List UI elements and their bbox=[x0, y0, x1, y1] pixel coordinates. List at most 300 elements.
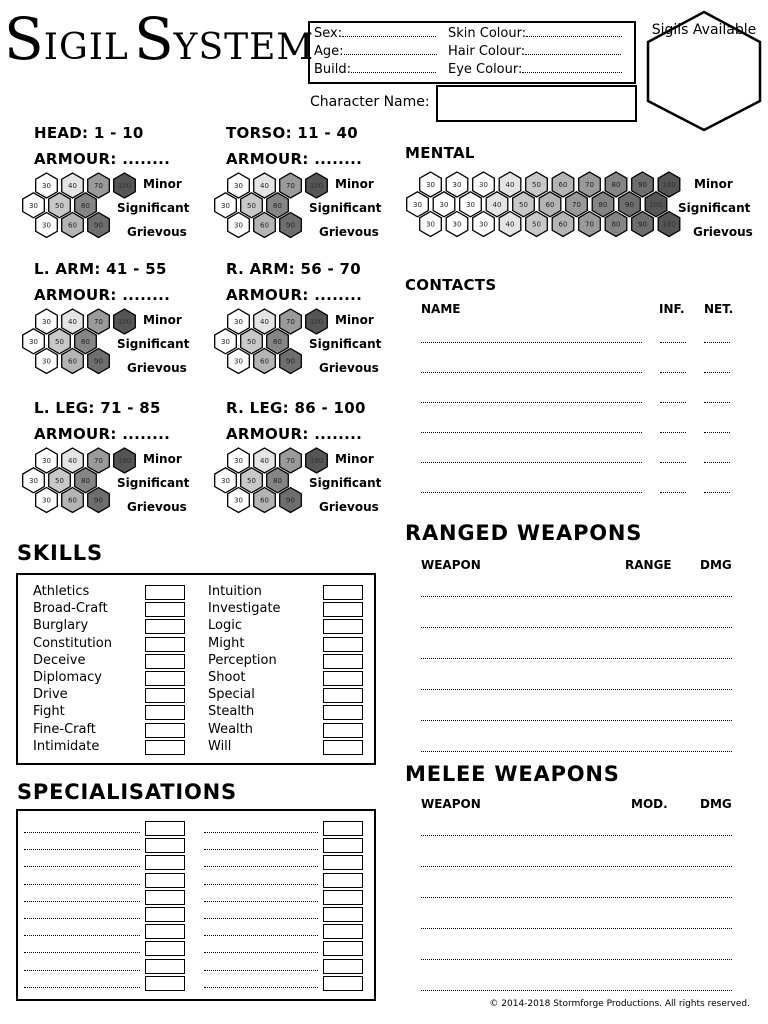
grievous-label: Grievous bbox=[319, 500, 379, 514]
mental-wound-hex[interactable] bbox=[645, 192, 667, 217]
age-field[interactable]: Age: bbox=[314, 44, 437, 59]
specialisation-rating-input[interactable] bbox=[145, 838, 185, 853]
body-wound-hex[interactable] bbox=[36, 173, 58, 198]
skill-rating-input[interactable] bbox=[145, 654, 185, 669]
mental-wound-hex[interactable] bbox=[552, 212, 574, 237]
skill-rating-input[interactable] bbox=[323, 619, 363, 634]
contact-entry-line[interactable] bbox=[660, 462, 686, 463]
body-wound-hex[interactable] bbox=[23, 329, 45, 354]
body-wound-hex[interactable] bbox=[228, 213, 250, 238]
significant-label: Significant bbox=[117, 476, 190, 490]
skill-label: Fight bbox=[33, 704, 65, 720]
body-wound-hex[interactable] bbox=[254, 448, 276, 473]
mental-wound-hex[interactable] bbox=[619, 192, 641, 217]
skill-rating-input[interactable] bbox=[145, 740, 185, 755]
mental-wound-hex[interactable] bbox=[420, 172, 442, 197]
contact-entry-line[interactable] bbox=[421, 402, 642, 403]
body-wound-hex[interactable] bbox=[306, 309, 328, 334]
hex-value-label: 70 bbox=[286, 457, 295, 465]
hex-value-label: 70 bbox=[585, 220, 594, 229]
skill-label: Deceive bbox=[33, 652, 86, 668]
hex-value-label: 100 bbox=[662, 181, 676, 189]
r-legheading: R. LEG: 86 - 100 bbox=[226, 399, 366, 417]
body-wound-hex[interactable] bbox=[88, 448, 110, 473]
melee-weapon-entry-line[interactable] bbox=[421, 959, 732, 960]
hex-value-label: 30 bbox=[29, 476, 38, 485]
specialisation-rating-input[interactable] bbox=[323, 976, 363, 991]
body-wound-hex[interactable] bbox=[62, 349, 84, 374]
ranged-weapon-entry-line[interactable] bbox=[421, 596, 732, 597]
body-wound-hex[interactable] bbox=[36, 448, 58, 473]
skill-label: Drive bbox=[33, 687, 68, 703]
hex-value-label: 30 bbox=[221, 476, 230, 485]
skill-rating-input[interactable] bbox=[323, 688, 363, 703]
body-wound-hex[interactable] bbox=[36, 488, 58, 513]
hex-value-label: 80 bbox=[611, 220, 621, 229]
significant-label: Significant bbox=[309, 201, 382, 215]
hex-value-label: 30 bbox=[29, 337, 38, 346]
hex-value-label: 100 bbox=[662, 220, 676, 229]
skill-label: Perception bbox=[208, 652, 277, 668]
hex-value-label: 60 bbox=[260, 496, 269, 505]
body-wound-hex[interactable] bbox=[49, 468, 71, 493]
body-wound-hex[interactable] bbox=[62, 448, 84, 473]
hex-value-label: 90 bbox=[638, 181, 647, 189]
specialisations-box bbox=[16, 809, 376, 1001]
specialisation-name-line[interactable] bbox=[24, 884, 140, 885]
hex-value-label: 70 bbox=[572, 200, 581, 209]
specialisation-name-line[interactable] bbox=[204, 935, 318, 936]
body-wound-hex[interactable] bbox=[88, 488, 110, 513]
hex-value-label: 30 bbox=[413, 200, 422, 209]
body-wound-hex[interactable] bbox=[49, 193, 71, 218]
body-wound-hex[interactable] bbox=[23, 193, 45, 218]
body-wound-hex[interactable] bbox=[215, 193, 237, 218]
contact-entry-line[interactable] bbox=[704, 492, 730, 493]
skill-rating-input[interactable] bbox=[323, 602, 363, 617]
hex-value-label: 30 bbox=[29, 201, 38, 210]
title-word-ystem: YSTEM bbox=[173, 27, 315, 68]
minor-label: Minor bbox=[143, 177, 182, 191]
mental-wound-hex[interactable] bbox=[579, 172, 601, 197]
hex-value-label: 60 bbox=[260, 221, 269, 230]
body-wound-hex[interactable] bbox=[62, 488, 84, 513]
body-wound-hex[interactable] bbox=[254, 213, 276, 238]
armour-field[interactable]: ARMOUR: ........ bbox=[226, 150, 363, 168]
mental-wound-hex[interactable] bbox=[499, 212, 521, 237]
specialisation-name-line[interactable] bbox=[24, 970, 140, 971]
body-wound-hex[interactable] bbox=[75, 329, 97, 354]
hex-value-label: 90 bbox=[94, 496, 103, 505]
significant-label: Significant bbox=[309, 476, 382, 490]
mental-wound-hex[interactable] bbox=[499, 172, 521, 197]
armour-field[interactable]: ARMOUR: ........ bbox=[34, 425, 171, 443]
hex-value-label: 80 bbox=[273, 337, 282, 346]
sigils-available-label: Sigils Available bbox=[651, 22, 757, 38]
grievous-label: Grievous bbox=[319, 361, 379, 375]
contact-entry-line[interactable] bbox=[421, 492, 642, 493]
mental-wound-hex[interactable] bbox=[658, 172, 680, 197]
armour-field[interactable]: ARMOUR: ........ bbox=[34, 150, 171, 168]
skill-label: Intuition bbox=[208, 584, 262, 599]
specialisation-rating-input[interactable] bbox=[145, 890, 185, 905]
body-wound-hex[interactable] bbox=[215, 468, 237, 493]
grievous-label: Grievous bbox=[319, 225, 379, 239]
mental-wound-hex[interactable] bbox=[605, 212, 627, 237]
headheading: HEAD: 1 - 10 bbox=[34, 124, 144, 142]
specialisation-name-line[interactable] bbox=[204, 849, 318, 850]
hex-value-label: 40 bbox=[68, 318, 77, 326]
ranged-weapon-entry-line[interactable] bbox=[421, 720, 732, 721]
skill-label: Burglary bbox=[33, 618, 89, 634]
body-wound-hex[interactable] bbox=[267, 329, 289, 354]
hex-value-label: 60 bbox=[260, 357, 269, 366]
hex-value-label: 50 bbox=[247, 476, 256, 485]
skill-label: Diplomacy bbox=[33, 670, 102, 685]
contact-entry-line[interactable] bbox=[704, 342, 730, 343]
skill-label: Stealth bbox=[208, 704, 255, 720]
specialisation-name-line[interactable] bbox=[204, 987, 318, 988]
body-wound-hex[interactable] bbox=[75, 468, 97, 493]
hex-value-label: 100 bbox=[117, 318, 132, 326]
body-wound-hex[interactable] bbox=[280, 349, 302, 374]
minor-label: Minor bbox=[335, 177, 374, 191]
mental-wound-hex[interactable] bbox=[526, 172, 548, 197]
hex-value-label: 40 bbox=[260, 457, 269, 465]
specialisation-rating-input[interactable] bbox=[323, 838, 363, 853]
skill-label: Broad-Craft bbox=[33, 601, 108, 617]
title-initial-s: S bbox=[4, 5, 44, 73]
hex-value-label: 40 bbox=[505, 220, 515, 229]
build-field[interactable]: Build: bbox=[314, 62, 436, 77]
body-wound-hex[interactable] bbox=[267, 468, 289, 493]
mental-wound-hex[interactable] bbox=[592, 192, 614, 217]
hex-value-label: 80 bbox=[611, 181, 621, 189]
contact-entry-line[interactable] bbox=[421, 342, 642, 343]
mental-wound-hex[interactable] bbox=[486, 192, 508, 217]
skill-label: Special bbox=[208, 687, 255, 703]
hex-value-label: 60 bbox=[545, 200, 555, 209]
hex-value-label: 50 bbox=[532, 220, 541, 229]
significant-label: Significant bbox=[309, 337, 382, 351]
body-wound-hex[interactable] bbox=[114, 173, 136, 198]
mental-wound-hex[interactable] bbox=[632, 212, 654, 237]
mental-wound-hex[interactable] bbox=[513, 192, 535, 217]
body-wound-hex[interactable] bbox=[88, 349, 110, 374]
specialisation-name-line[interactable] bbox=[204, 970, 318, 971]
skill-rating-input[interactable] bbox=[145, 688, 185, 703]
specialisation-rating-input[interactable] bbox=[145, 873, 185, 888]
l-legheading: L. LEG: 71 - 85 bbox=[34, 399, 161, 417]
body-wound-hex[interactable] bbox=[88, 173, 110, 198]
hex-value-label: 70 bbox=[585, 181, 594, 189]
melee-weapon-entry-line[interactable] bbox=[421, 897, 732, 898]
body-wound-hex[interactable] bbox=[280, 213, 302, 238]
armour-field[interactable]: ARMOUR: ........ bbox=[226, 286, 363, 304]
contacts-inf-header: INF. bbox=[659, 302, 685, 316]
specialisation-name-line[interactable] bbox=[24, 866, 140, 867]
specialisation-rating-input[interactable] bbox=[323, 890, 363, 905]
hex-value-label: 90 bbox=[286, 496, 295, 505]
body-wound-hex[interactable] bbox=[241, 193, 263, 218]
body-wound-hex[interactable] bbox=[215, 329, 237, 354]
sex-field[interactable]: Sex: bbox=[314, 26, 436, 41]
specialisation-name-line[interactable] bbox=[24, 952, 140, 953]
specialisation-name-line[interactable] bbox=[204, 952, 318, 953]
body-wound-hex[interactable] bbox=[36, 213, 58, 238]
hex-value-label: 30 bbox=[42, 496, 51, 505]
specialisation-name-line[interactable] bbox=[204, 832, 318, 833]
hex-value-label: 70 bbox=[94, 182, 103, 190]
hex-value-label: 100 bbox=[649, 200, 663, 209]
specialisation-name-line[interactable] bbox=[24, 849, 140, 850]
character-name-label: Character Name: bbox=[310, 94, 430, 110]
contact-entry-line[interactable] bbox=[704, 402, 730, 403]
body-wound-hex[interactable] bbox=[254, 173, 276, 198]
body-wound-hex[interactable] bbox=[62, 173, 84, 198]
specialisation-rating-input[interactable] bbox=[323, 959, 363, 974]
specialisation-name-line[interactable] bbox=[24, 987, 140, 988]
title-word-igil: IGIL bbox=[43, 27, 129, 68]
hex-value-label: 40 bbox=[260, 318, 269, 326]
body-wound-hex[interactable] bbox=[62, 213, 84, 238]
specialisation-name-line[interactable] bbox=[24, 832, 140, 833]
hex-value-label: 30 bbox=[234, 457, 243, 465]
mental-wound-hex[interactable] bbox=[632, 172, 654, 197]
skill-rating-input[interactable] bbox=[145, 637, 185, 652]
significant-label: Significant bbox=[117, 201, 190, 215]
specialisation-rating-input[interactable] bbox=[145, 907, 185, 922]
body-wound-hex[interactable] bbox=[88, 309, 110, 334]
melee-weapon-entry-line[interactable] bbox=[421, 928, 732, 929]
body-wound-hex[interactable] bbox=[49, 329, 71, 354]
specialisation-name-line[interactable] bbox=[204, 901, 318, 902]
mental-wound-hex[interactable] bbox=[460, 192, 482, 217]
skill-rating-input[interactable] bbox=[323, 723, 363, 738]
specialisation-rating-input[interactable] bbox=[323, 907, 363, 922]
body-wound-hex[interactable] bbox=[241, 329, 263, 354]
specialisation-rating-input[interactable] bbox=[145, 924, 185, 939]
skill-label: Wealth bbox=[208, 721, 254, 737]
mental-wound-hex[interactable] bbox=[526, 212, 548, 237]
significant-label: Significant bbox=[117, 337, 190, 351]
contact-entry-line[interactable] bbox=[704, 432, 730, 433]
ranged-weapon-header: WEAPON bbox=[421, 558, 481, 572]
body-wound-hex[interactable] bbox=[228, 309, 250, 334]
hex-value-label: 60 bbox=[558, 181, 568, 189]
skill-rating-input[interactable] bbox=[323, 740, 363, 755]
specialisation-rating-input[interactable] bbox=[145, 821, 185, 836]
contact-entry-line[interactable] bbox=[421, 372, 642, 373]
contact-entry-line[interactable] bbox=[660, 492, 686, 493]
body-wound-hex[interactable] bbox=[306, 173, 328, 198]
hex-value-label: 30 bbox=[42, 221, 51, 230]
mental-significant-label: Significant bbox=[678, 201, 751, 215]
body-wound-hex[interactable] bbox=[254, 349, 276, 374]
skill-rating-input[interactable] bbox=[145, 723, 185, 738]
mental-wound-hex[interactable] bbox=[473, 172, 495, 197]
body-wound-hex[interactable] bbox=[241, 468, 263, 493]
specialisation-rating-input[interactable] bbox=[145, 959, 185, 974]
body-wound-hex[interactable] bbox=[228, 349, 250, 374]
hex-value-label: 60 bbox=[68, 357, 77, 366]
specialisation-rating-input[interactable] bbox=[145, 976, 185, 991]
minor-label: Minor bbox=[143, 313, 182, 327]
skill-label: Will bbox=[208, 738, 232, 754]
contact-entry-line[interactable] bbox=[660, 402, 686, 403]
grievous-label: Grievous bbox=[127, 361, 187, 375]
specialisation-rating-input[interactable] bbox=[323, 821, 363, 836]
hex-value-label: 30 bbox=[234, 357, 243, 366]
body-wound-hex[interactable] bbox=[114, 309, 136, 334]
ranged-weapon-entry-line[interactable] bbox=[421, 689, 732, 690]
body-wound-hex[interactable] bbox=[280, 309, 302, 334]
hex-value-label: 30 bbox=[42, 182, 51, 190]
melee-weapon-entry-line[interactable] bbox=[421, 866, 732, 867]
mental-wound-hex[interactable] bbox=[446, 212, 468, 237]
hex-value-label: 70 bbox=[94, 318, 103, 326]
mental-wound-hex[interactable] bbox=[539, 192, 561, 217]
hex-value-label: 30 bbox=[479, 220, 488, 229]
specialisation-name-line[interactable] bbox=[24, 918, 140, 919]
body-wound-hex[interactable] bbox=[280, 173, 302, 198]
mental-wound-hex[interactable] bbox=[552, 172, 574, 197]
skill-rating-input[interactable] bbox=[323, 705, 363, 720]
skill-label: Logic bbox=[208, 618, 242, 634]
hair-colour-field[interactable]: Hair Colour: bbox=[448, 44, 621, 59]
hex-value-label: 30 bbox=[426, 220, 435, 229]
specialisation-name-line[interactable] bbox=[24, 901, 140, 902]
specialisation-rating-input[interactable] bbox=[323, 924, 363, 939]
ranged-weapon-entry-line[interactable] bbox=[421, 751, 732, 752]
body-wound-hex[interactable] bbox=[88, 213, 110, 238]
hex-value-label: 50 bbox=[247, 201, 256, 210]
melee-weapon-entry-line[interactable] bbox=[421, 835, 732, 836]
contact-entry-line[interactable] bbox=[704, 462, 730, 463]
body-wound-hex[interactable] bbox=[280, 448, 302, 473]
body-wound-hex[interactable] bbox=[62, 309, 84, 334]
body-wound-hex[interactable] bbox=[254, 488, 276, 513]
specialisation-rating-input[interactable] bbox=[145, 855, 185, 870]
skill-label: Fine-Craft bbox=[33, 721, 96, 737]
body-wound-hex[interactable] bbox=[23, 468, 45, 493]
hex-value-label: 90 bbox=[286, 357, 295, 366]
hex-value-label: 50 bbox=[55, 476, 64, 485]
hex-value-label: 40 bbox=[68, 457, 77, 465]
mental-wound-hex[interactable] bbox=[420, 212, 442, 237]
skill-label: Athletics bbox=[33, 584, 90, 599]
skills-box bbox=[16, 573, 376, 765]
body-wound-hex[interactable] bbox=[114, 448, 136, 473]
body-wound-hex[interactable] bbox=[306, 448, 328, 473]
specialisation-name-line[interactable] bbox=[204, 918, 318, 919]
contact-entry-line[interactable] bbox=[660, 342, 686, 343]
skill-rating-input[interactable] bbox=[323, 671, 363, 686]
mental-wound-hex[interactable] bbox=[407, 192, 429, 217]
skill-rating-input[interactable] bbox=[323, 585, 363, 600]
ranged-weapons-heading: RANGED WEAPONS bbox=[405, 521, 643, 545]
ranged-weapon-entry-line[interactable] bbox=[421, 658, 732, 659]
armour-field[interactable]: ARMOUR: ........ bbox=[226, 425, 363, 443]
copyright-notice: © 2014-2018 Stormforge Productions. All rights reserved. bbox=[489, 999, 750, 1009]
description-box bbox=[308, 21, 636, 84]
hex-value-label: 30 bbox=[452, 181, 462, 189]
mental-wound-hex[interactable] bbox=[658, 212, 680, 237]
specialisation-name-line[interactable] bbox=[204, 866, 318, 867]
melee-mod-header: MOD. bbox=[631, 797, 668, 811]
body-wound-hex[interactable] bbox=[267, 193, 289, 218]
body-wound-hex[interactable] bbox=[280, 488, 302, 513]
skill-rating-input[interactable] bbox=[145, 705, 185, 720]
ranged-weapon-entry-line[interactable] bbox=[421, 627, 732, 628]
hex-value-label: 50 bbox=[55, 337, 64, 346]
specialisation-name-line[interactable] bbox=[24, 935, 140, 936]
hex-value-label: 70 bbox=[286, 318, 295, 326]
skill-label: Intimidate bbox=[33, 738, 100, 754]
skill-rating-input[interactable] bbox=[323, 654, 363, 669]
contact-entry-line[interactable] bbox=[421, 432, 642, 433]
contact-entry-line[interactable] bbox=[660, 432, 686, 433]
body-wound-hex[interactable] bbox=[254, 309, 276, 334]
body-wound-hex[interactable] bbox=[228, 448, 250, 473]
contact-entry-line[interactable] bbox=[660, 372, 686, 373]
contact-entry-line[interactable] bbox=[704, 372, 730, 373]
skill-rating-input[interactable] bbox=[323, 637, 363, 652]
mental-minor-label: Minor bbox=[694, 177, 733, 191]
hex-value-label: 40 bbox=[492, 200, 502, 209]
melee-weapon-entry-line[interactable] bbox=[421, 990, 732, 991]
sheet-title bbox=[4, 5, 315, 73]
hex-value-label: 30 bbox=[42, 457, 51, 465]
skill-rating-input[interactable] bbox=[145, 602, 185, 617]
mental-wound-hex[interactable] bbox=[566, 192, 588, 217]
body-wound-hex[interactable] bbox=[75, 193, 97, 218]
eye-colour-field[interactable]: Eye Colour: bbox=[448, 62, 622, 77]
armour-field[interactable]: ARMOUR: ........ bbox=[34, 286, 171, 304]
specialisation-rating-input[interactable] bbox=[145, 941, 185, 956]
hex-value-label: 60 bbox=[68, 221, 77, 230]
hex-value-label: 90 bbox=[94, 357, 103, 366]
character-name-input[interactable] bbox=[436, 85, 637, 122]
body-wound-hex[interactable] bbox=[228, 488, 250, 513]
melee-weapons-heading: MELEE WEAPONS bbox=[405, 762, 620, 786]
skill-rating-input[interactable] bbox=[145, 671, 185, 686]
specialisation-name-line[interactable] bbox=[204, 884, 318, 885]
mental-wound-hex[interactable] bbox=[446, 172, 468, 197]
mental-wound-hex[interactable] bbox=[433, 192, 455, 217]
body-wound-hex[interactable] bbox=[36, 309, 58, 334]
specialisation-rating-input[interactable] bbox=[323, 855, 363, 870]
hex-value-label: 80 bbox=[81, 337, 90, 346]
r-armheading: R. ARM: 56 - 70 bbox=[226, 260, 361, 278]
skill-label: Shoot bbox=[208, 670, 246, 685]
hex-value-label: 30 bbox=[42, 318, 51, 326]
mental-wound-hex[interactable] bbox=[579, 212, 601, 237]
body-wound-hex[interactable] bbox=[36, 349, 58, 374]
contact-entry-line[interactable] bbox=[421, 462, 642, 463]
skin-colour-field[interactable]: Skin Colour: bbox=[448, 26, 622, 41]
hex-value-label: 60 bbox=[558, 220, 568, 229]
specialisation-rating-input[interactable] bbox=[323, 873, 363, 888]
skill-rating-input[interactable] bbox=[145, 619, 185, 634]
mental-wound-hex[interactable] bbox=[473, 212, 495, 237]
mental-wound-hex[interactable] bbox=[605, 172, 627, 197]
skill-rating-input[interactable] bbox=[145, 585, 185, 600]
body-wound-hex[interactable] bbox=[228, 173, 250, 198]
hex-value-label: 40 bbox=[68, 182, 77, 190]
specialisation-rating-input[interactable] bbox=[323, 941, 363, 956]
skill-label: Might bbox=[208, 635, 245, 651]
